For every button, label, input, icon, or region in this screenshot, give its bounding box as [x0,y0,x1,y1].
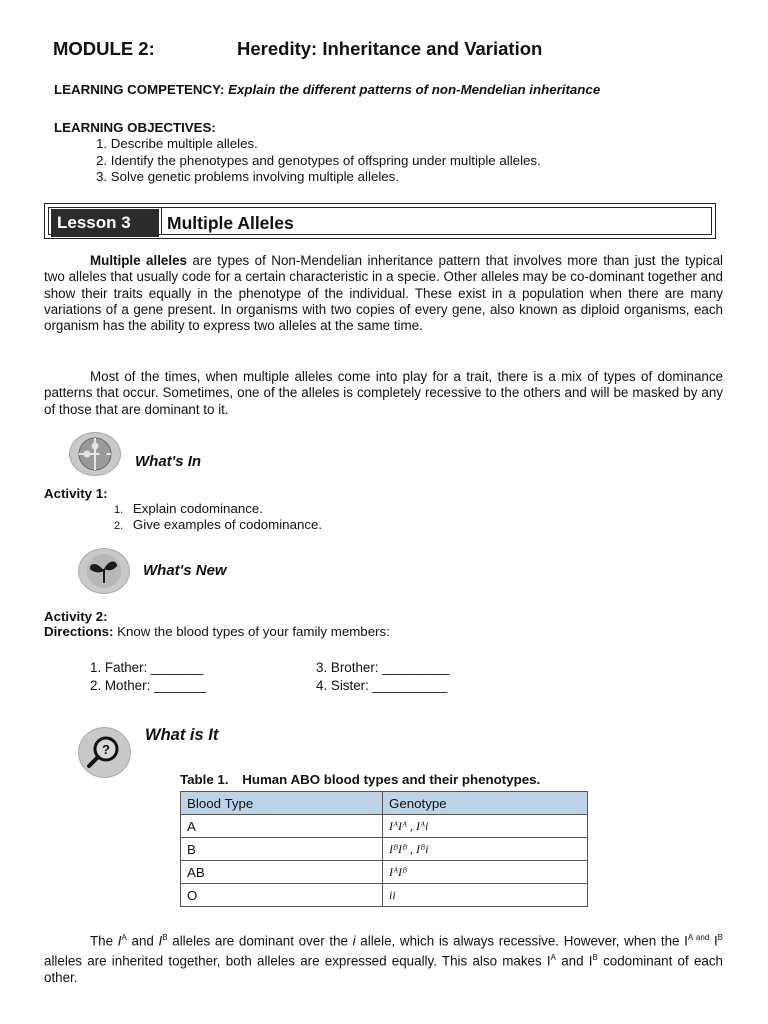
competency-text: Explain the different patterns of non-Mendelian inheritance [228,82,601,97]
objective-item: 1. Describe multiple alleles. [96,136,258,151]
module-heading [53,38,543,60]
objectives-heading: LEARNING OBJECTIVES: [54,120,216,135]
directions: Directions: Know the blood types of your family members: [44,624,390,639]
lesson-title: Multiple Alleles [167,213,294,233]
sprout-icon [78,548,130,594]
intro-paragraph-2: Most of the times, when multiple alleles come into play for a trait, there is a mix of types of dominance patterns that occur. Sometimes, one of the alleles is completely recessive to the others and will be masked by any of those that are dominant to it. [44,369,723,417]
table-row: A IᴬIᴬ , Iᴬi [181,815,588,838]
competency-label: LEARNING COMPETENCY: [54,82,225,97]
key-term: Multiple alleles [90,253,187,268]
table-header-row [181,792,588,815]
lesson-tag: Lesson 3 [51,209,159,237]
blank-father: 1. Father: _______ [90,660,204,675]
svg-text:?: ? [102,742,110,757]
puzzle-icon [69,432,121,476]
list-item: 2. Give examples of codominance. [114,517,323,532]
column-header: Blood Type [181,792,383,815]
intro-paragraph-1: Multiple alleles are types of Non-Mendelian inheritance pattern that involves more than just the typical two alleles that usually code for a certain characteristic in a specie. Other alleles may be co-dominant together and show their traits equally in the phenotype of the individual. These exist in a population when there are many variations of a gene present. In organisms with two copies of every gene, also known as diploid organisms, each organism has the ability to express two alleles at the same time. [44,253,723,334]
table-row: AB IᴬIᴮ [181,861,588,884]
objective-item: 3. Solve genetic problems involving multiple alleles. [96,169,400,184]
activity-2-label: Activity 2: [44,609,108,624]
objectives-list [96,136,541,186]
table-caption: Table 1. Human ABO blood types and their phenotypes. [180,772,541,787]
blank-brother: 3. Brother: _________ [316,660,450,675]
table-row: B IᴮIᴮ , Iᴮi [181,838,588,861]
what-is-it-heading: What is It [145,726,219,744]
lesson-banner [44,203,716,239]
blank-sister: 4. Sister: __________ [316,678,448,693]
magnifier-question-icon [78,727,131,778]
directions-label: Directions: [44,624,114,639]
blank-mother: 2. Mother: _______ [90,678,207,693]
objective-item: 2. Identify the phenotypes and genotypes of offspring under multiple alleles. [96,152,541,168]
module-title: Heredity: Inheritance and Variation [237,38,543,59]
table-row: O ii [181,884,588,907]
module-label: MODULE 2: [53,38,155,59]
learning-competency [54,82,600,97]
list-item: 1. Explain codominance. [114,501,263,516]
whats-new-heading: What's New [143,562,227,579]
column-header: Genotype [383,792,588,815]
activity-1-label: Activity 1: [44,486,108,501]
closing-paragraph: The $I^A$ and $I^B$ alleles are dominant over the i allele, which is always recessive. However, when the $I^{A and}$ $I^B$ alleles are inherited together, both alleles are expressed equally. This also makes $I^A$ and $I^B$ codominant of each other. [44,933,724,985]
whats-in-heading: What's In [135,453,202,470]
blood-type-table [180,791,588,907]
